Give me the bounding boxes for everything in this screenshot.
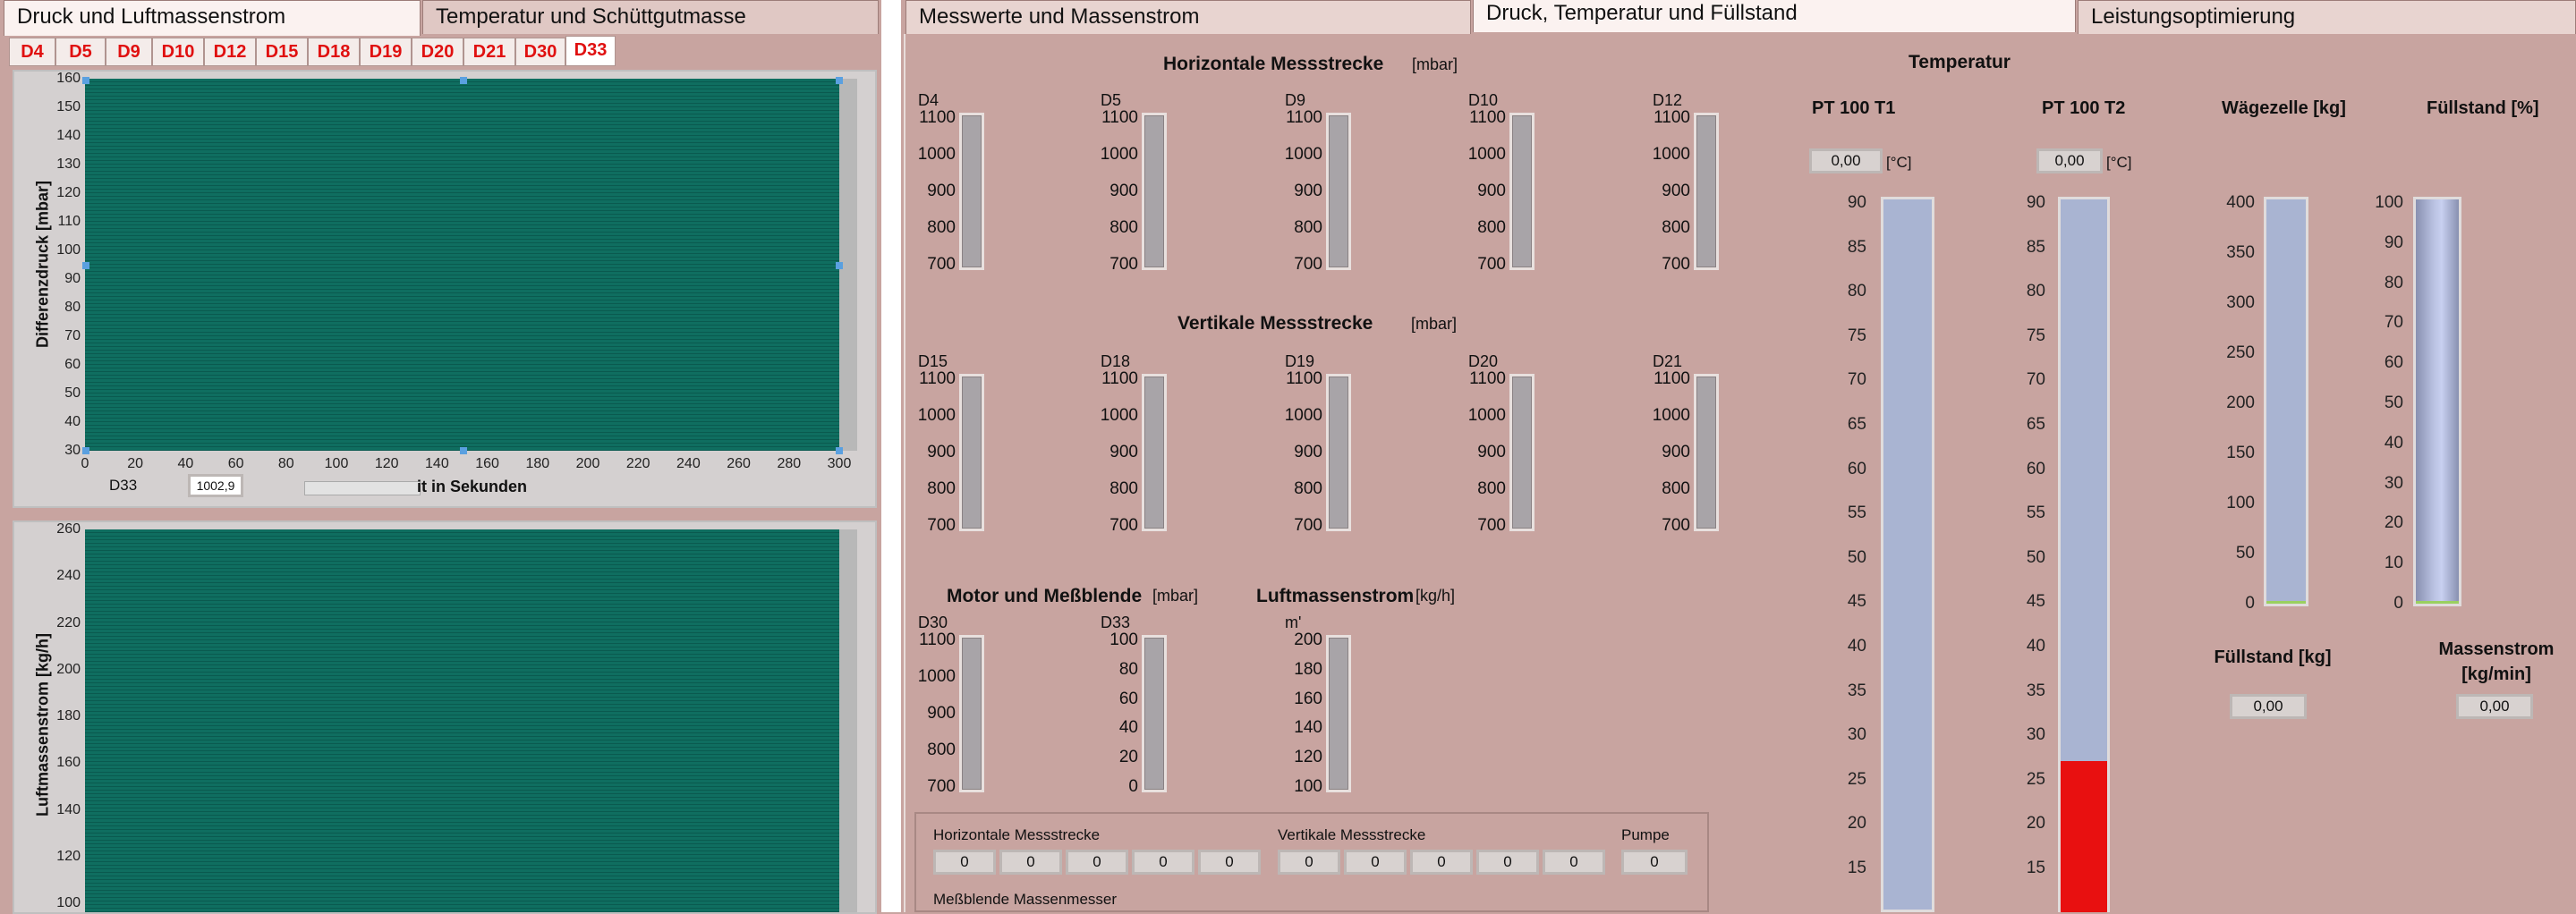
t2-tick: 65 [2026, 415, 2045, 434]
sensor-tab-d5[interactable]: D5 [55, 38, 106, 66]
fuell-tick: 30 [2384, 473, 2403, 493]
gauge-tick: 20 [1118, 748, 1138, 767]
gauge-tick: 700 [1294, 516, 1322, 535]
vertical-section-title: Vertikale Messstrecke [1177, 313, 1373, 334]
plot2-ytick: 120 [56, 848, 81, 864]
h-value-box: 0 [1066, 850, 1128, 875]
v-value-box: 0 [1543, 850, 1605, 875]
cursor-handle[interactable] [836, 447, 843, 454]
cursor-handle[interactable] [836, 262, 843, 269]
plot1-xtick: 120 [374, 456, 399, 471]
t2-name: PT 100 T2 [2042, 98, 2126, 118]
t1-name: PT 100 T1 [1812, 98, 1896, 118]
t2-tick: 60 [2026, 459, 2045, 478]
cursor-handle[interactable] [460, 77, 467, 84]
gauge-name-D15: D15 [918, 352, 948, 370]
gauge-tick: 1100 [1101, 108, 1138, 127]
waege-tick: 100 [2226, 494, 2255, 512]
plot2-ytick: 100 [56, 895, 81, 910]
sensor-tab-d12[interactable]: D12 [204, 38, 256, 66]
gauge-tick: 200 [1294, 630, 1322, 649]
gauge-tick: 100 [1294, 777, 1322, 796]
d33-readout-value: 1002,9 [188, 474, 243, 497]
h-value-box: 0 [999, 850, 1062, 875]
gauge-tick: 100 [1109, 630, 1138, 649]
sensor-tab-d33[interactable]: D33 [565, 36, 616, 66]
gauge-tube-D15 [959, 374, 984, 531]
plot1-ytick: 140 [56, 128, 81, 143]
t2-unit: [°C] [2106, 154, 2132, 171]
waege-tick: 300 [2226, 293, 2255, 312]
gauge-tick: 800 [1294, 479, 1322, 498]
t2-tick: 50 [2026, 547, 2045, 567]
plot1-ytick: 120 [56, 185, 81, 200]
gauge-tick: 60 [1118, 689, 1138, 708]
plot1-ytick: 130 [56, 157, 81, 172]
gauge-tick: 1000 [1100, 406, 1138, 425]
gauge-tick: 1000 [1467, 406, 1506, 425]
plot1-ytick: 110 [57, 214, 81, 229]
t2-tick: 25 [2026, 769, 2045, 789]
gauge-name-D9: D9 [1285, 91, 1306, 109]
gauge-tick: 800 [1109, 218, 1138, 237]
t1-tick: 90 [1847, 193, 1866, 212]
v-value-box: 0 [1278, 850, 1340, 875]
plot1-xtick: 200 [575, 456, 600, 471]
gauge-tick: 1000 [917, 667, 956, 686]
gauge-tick: 1100 [1469, 369, 1506, 388]
plot2-ytick: 260 [56, 521, 81, 537]
gauge-tube-D4 [959, 113, 984, 270]
gauge-tick: 1100 [919, 630, 956, 649]
vertical-unit: [mbar] [1411, 315, 1458, 333]
gauge-tube-D5 [1142, 113, 1167, 270]
fuell-tick: 70 [2384, 313, 2403, 333]
differenzdruck-ylabel: Differenzdruck [mbar] [33, 180, 52, 349]
fuell-tick: 20 [2384, 513, 2403, 533]
waege-tick: 200 [2226, 394, 2255, 412]
plot1-xtick: 0 [81, 456, 89, 471]
gauge-tube-D20 [1509, 374, 1535, 531]
gauge-tick: 800 [1477, 218, 1506, 237]
plot1-xtick: 100 [324, 456, 349, 471]
sensor-tab-d21[interactable]: D21 [463, 38, 515, 66]
cursor-handle[interactable] [82, 262, 89, 269]
t2-tick: 45 [2026, 592, 2045, 612]
gauge-tick: 180 [1294, 659, 1322, 679]
gauge-tick: 900 [927, 443, 956, 461]
waege-tube [2264, 197, 2308, 606]
cursor-handle[interactable] [460, 447, 467, 454]
tab-messwerte-massenstrom[interactable]: Messwerte und Massenstrom [905, 0, 1471, 34]
pumpe-value-box: 0 [1621, 850, 1688, 875]
sensor-tab-d15[interactable]: D15 [256, 38, 308, 66]
sensor-tab-d4[interactable]: D4 [9, 38, 55, 66]
fuell-tick: 50 [2384, 394, 2403, 412]
massenstrom-label: Massenstrom [kg/min] [2438, 639, 2555, 684]
t1-tick: 20 [1847, 814, 1866, 834]
cursor-handle[interactable] [836, 77, 843, 84]
gauge-tick: 1100 [1101, 369, 1138, 388]
gauge-tick: 160 [1294, 689, 1322, 708]
v-value-box: 0 [1344, 850, 1407, 875]
t2-tick: 90 [2026, 193, 2045, 212]
fuellstand-kg-label: Füllstand [kg] [2214, 647, 2332, 667]
plot2-ytick: 240 [56, 568, 81, 584]
waege-tick: 400 [2226, 193, 2255, 212]
gauge-tick: 1100 [919, 108, 956, 127]
plot1-ytick: 150 [56, 99, 81, 114]
gauge-name-D5: D5 [1101, 91, 1122, 109]
gauge-tick: 800 [1477, 479, 1506, 498]
gauge-tick: 800 [1109, 479, 1138, 498]
t1-tick: 25 [1847, 769, 1866, 789]
waege-title: Wägezelle [kg] [2222, 98, 2346, 118]
plot2-ytick: 140 [56, 801, 81, 817]
fuell-tick: 100 [2375, 193, 2403, 212]
gauge-tick: 80 [1118, 659, 1138, 679]
gauge-tick: 700 [927, 777, 956, 796]
bottom-h-label: Horizontale Messstrecke [933, 826, 1101, 843]
t2-value: 0,00 [2036, 148, 2103, 173]
luft-unit: [kg/h] [1416, 587, 1456, 605]
gauge-tick: 700 [1109, 516, 1138, 535]
fuell-tick: 90 [2384, 233, 2403, 252]
motor-unit: [mbar] [1152, 587, 1199, 605]
t2-tick: 75 [2026, 326, 2045, 345]
gauge-tube-m' [1326, 635, 1351, 792]
gauge-tick: 1100 [1654, 108, 1690, 127]
plot1-ytick: 90 [64, 271, 81, 286]
gauge-name-m': m' [1285, 614, 1302, 631]
gauge-name-D20: D20 [1468, 352, 1499, 370]
plot1-xtick: 80 [277, 456, 294, 471]
gauge-tick: 700 [1662, 255, 1690, 274]
plot1-xtick: 280 [777, 456, 802, 471]
gauge-tick: 900 [1109, 443, 1138, 461]
fuell-title: Füllstand [%] [2427, 98, 2539, 118]
fuellstand-kg-value: 0,00 [2230, 694, 2307, 719]
t1-tick: 60 [1847, 459, 1866, 478]
gauge-tick: 120 [1294, 748, 1322, 767]
gauge-tick: 700 [1662, 516, 1690, 535]
t1-tick: 40 [1847, 637, 1866, 656]
t1-tick: 45 [1847, 592, 1866, 612]
plot1-xtick: 140 [425, 456, 449, 471]
plot1-ytick: 80 [64, 300, 81, 315]
gauge-tick: 900 [1477, 182, 1506, 200]
fuell-tick: 40 [2384, 433, 2403, 453]
plot1-ytick: 100 [56, 242, 81, 258]
gauge-tick: 900 [1477, 443, 1506, 461]
gauge-tick: 700 [927, 255, 956, 274]
bottom-v-label: Vertikale Messstrecke [1278, 826, 1426, 843]
gauge-tube-D18 [1142, 374, 1167, 531]
gauge-tick: 1100 [919, 369, 956, 388]
gauge-tick: 900 [1294, 182, 1322, 200]
t1-value: 0,00 [1809, 148, 1883, 173]
gauge-tick: 1000 [1652, 145, 1690, 164]
luftmassenstrom-ylabel: Luftmassenstrom [kg/h] [33, 632, 52, 817]
motor-section-title: Motor und Meßblende [947, 586, 1143, 606]
tab-temperatur-schuettgutmasse[interactable]: Temperatur und Schüttgutmasse [422, 0, 879, 34]
gauge-tick: 900 [1662, 182, 1690, 200]
massenstrom-value: 0,00 [2456, 694, 2533, 719]
gauge-tick: 140 [1294, 718, 1322, 738]
gauge-tube-D30 [959, 635, 984, 792]
t1-tick: 30 [1847, 725, 1866, 745]
t2-tick: 40 [2026, 637, 2045, 656]
gauge-name-D19: D19 [1285, 352, 1315, 370]
gauge-tick: 1000 [1284, 406, 1322, 425]
waege-tick: 350 [2226, 243, 2255, 262]
plot1-xtick: 220 [625, 456, 650, 471]
gauge-tick: 1100 [1286, 369, 1322, 388]
gauge-name-D12: D12 [1653, 91, 1683, 109]
waege-tick: 250 [2226, 343, 2255, 362]
plot1-xtick: 300 [827, 456, 852, 471]
bottom-mb-label: Meßblende Massenmesser [933, 891, 1118, 908]
t1-tick: 85 [1847, 237, 1866, 257]
plot2-ytick: 160 [56, 755, 81, 771]
plot2-ytick: 200 [56, 661, 81, 677]
gauge-tick: 1000 [917, 145, 956, 164]
gauge-tick: 1000 [1652, 406, 1690, 425]
t1-tick: 15 [1847, 859, 1866, 877]
gauge-tick: 700 [1477, 255, 1506, 274]
gauge-tick: 40 [1118, 718, 1138, 738]
gauge-tick: 1000 [1284, 145, 1322, 164]
t1-tick: 50 [1847, 547, 1866, 567]
gauge-tick: 900 [927, 704, 956, 723]
gauge-tick: 800 [927, 741, 956, 759]
cursor-handle[interactable] [82, 447, 89, 454]
gauge-tube-D10 [1509, 113, 1535, 270]
luftmassenstrom-plot-area [85, 529, 839, 912]
waege-tick: 50 [2235, 544, 2255, 563]
gauge-tick: 700 [1477, 516, 1506, 535]
gauge-tick: 800 [1662, 479, 1690, 498]
bottom-p-label: Pumpe [1621, 826, 1670, 843]
t1-tick: 70 [1847, 370, 1866, 390]
gauge-tube-D9 [1326, 113, 1351, 270]
fuell-tick: 80 [2384, 273, 2403, 292]
horizontal-unit: [mbar] [1412, 55, 1458, 73]
gauge-tick: 1100 [1286, 108, 1322, 127]
sensor-tab-d20[interactable]: D20 [412, 38, 463, 66]
plot1-xtick: 40 [177, 456, 194, 471]
gauge-tick: 800 [927, 479, 956, 498]
t2-tick: 80 [2026, 282, 2045, 301]
gauge-tick: 1100 [1654, 369, 1690, 388]
luftmassenstrom-section-title: Luftmassenstrom [1256, 586, 1415, 606]
gauge-tick: 800 [1294, 218, 1322, 237]
t2-tick: 30 [2026, 725, 2045, 745]
gauge-name-D4: D4 [918, 91, 939, 109]
fuell-tick: 60 [2384, 353, 2403, 373]
fuell-tick: 10 [2384, 554, 2403, 573]
gauge-name-D10: D10 [1468, 91, 1499, 109]
tab-leistungsoptimierung[interactable]: Leistungsoptimierung [2078, 0, 2576, 34]
differenzdruck-plot-area [85, 79, 839, 451]
t2-tick: 35 [2026, 681, 2045, 700]
plot1-ytick: 60 [64, 357, 81, 372]
t1-unit: [°C] [1886, 154, 1912, 171]
t1-tick: 55 [1847, 504, 1866, 523]
plot1-ytick: 50 [64, 385, 81, 401]
t2-tick: 55 [2026, 504, 2045, 523]
horizontal-section-title: Horizontale Messstrecke [1163, 54, 1384, 74]
gauge-tick: 1000 [1467, 145, 1506, 164]
plot2-ytick: 220 [56, 614, 81, 630]
zeit-xlabel: it in Sekunden [417, 478, 528, 495]
gauge-name-D33: D33 [1101, 614, 1131, 631]
plot2-ytick: 180 [56, 708, 81, 724]
sensor-tab-d30[interactable]: D30 [515, 38, 565, 66]
v-value-box: 0 [1476, 850, 1539, 875]
gauge-tick: 0 [1128, 777, 1138, 796]
h-value-box: 0 [933, 850, 996, 875]
plot1-ytick: 30 [64, 443, 81, 458]
h-value-box: 0 [1198, 850, 1261, 875]
gauge-tick: 1000 [1100, 145, 1138, 164]
gauge-tick: 700 [1294, 255, 1322, 274]
t2-tick: 15 [2026, 859, 2045, 877]
gauge-tube-D19 [1326, 374, 1351, 531]
plot1-xtick: 20 [127, 456, 144, 471]
gauge-name-D18: D18 [1101, 352, 1131, 370]
gauge-tick: 900 [1109, 182, 1138, 200]
gauge-tick: 800 [1662, 218, 1690, 237]
gauge-tick: 900 [1294, 443, 1322, 461]
t2-tick: 70 [2026, 370, 2045, 390]
sensor-tab-d18[interactable]: D18 [308, 38, 360, 66]
gauge-tube-D33 [1142, 635, 1167, 792]
t2-tick: 20 [2026, 814, 2045, 834]
plot1-xtick: 240 [676, 456, 701, 471]
h-value-box: 0 [1132, 850, 1194, 875]
tab-druck-temperatur-fuellstand[interactable]: Druck, Temperatur und Füllstand [1473, 0, 2076, 32]
d33-readout-label: D33 [109, 477, 138, 494]
waege-zero-line [2266, 601, 2306, 604]
waege-tick: 150 [2226, 444, 2255, 462]
gauge-tube-D12 [1694, 113, 1719, 270]
gauge-tick: 1100 [1469, 108, 1506, 127]
plot1-ytick: 70 [64, 328, 81, 343]
t1-thermometer [1881, 197, 1934, 912]
sensor-tab-d9[interactable]: D9 [106, 38, 152, 66]
t1-tick: 80 [1847, 282, 1866, 301]
plot1-xtick: 160 [475, 456, 499, 471]
panel-divider [881, 0, 901, 912]
sensor-tab-d10[interactable]: D10 [152, 38, 204, 66]
gauge-tick: 700 [1109, 255, 1138, 274]
tab-druck-luftmassenstrom[interactable]: Druck und Luftmassenstrom [4, 0, 421, 36]
t1-tick: 35 [1847, 681, 1866, 700]
fuell-tick: 0 [2393, 594, 2403, 613]
gauge-tick: 800 [927, 218, 956, 237]
gauge-tick: 900 [1662, 443, 1690, 461]
waege-tick: 0 [2245, 594, 2255, 613]
plot1-xtick: 60 [227, 456, 244, 471]
gauge-tube-D21 [1694, 374, 1719, 531]
plot1-xtick: 180 [525, 456, 550, 471]
gauge-tick: 700 [927, 516, 956, 535]
t1-tick: 75 [1847, 326, 1866, 345]
gauge-name-D21: D21 [1653, 352, 1683, 370]
t2-tick: 85 [2026, 237, 2045, 257]
plot2-right-scroll [839, 529, 857, 912]
fuell-tube [2413, 197, 2461, 606]
t2-fill-bar [2061, 761, 2107, 912]
t1-tick: 65 [1847, 415, 1866, 434]
fuell-zero-line [2416, 601, 2459, 604]
cursor-handle[interactable] [82, 77, 89, 84]
plot1-ytick: 40 [64, 414, 81, 429]
plot1-xtick: 260 [727, 456, 751, 471]
gauge-name-D30: D30 [918, 614, 948, 631]
x-scrollbar[interactable] [304, 481, 421, 495]
temperatur-title: Temperatur [1909, 52, 2011, 72]
sensor-tab-d19[interactable]: D19 [360, 38, 412, 66]
gauge-tick: 1000 [917, 406, 956, 425]
plot1-ytick: 160 [56, 71, 81, 86]
v-value-box: 0 [1410, 850, 1473, 875]
gauge-tick: 900 [927, 182, 956, 200]
